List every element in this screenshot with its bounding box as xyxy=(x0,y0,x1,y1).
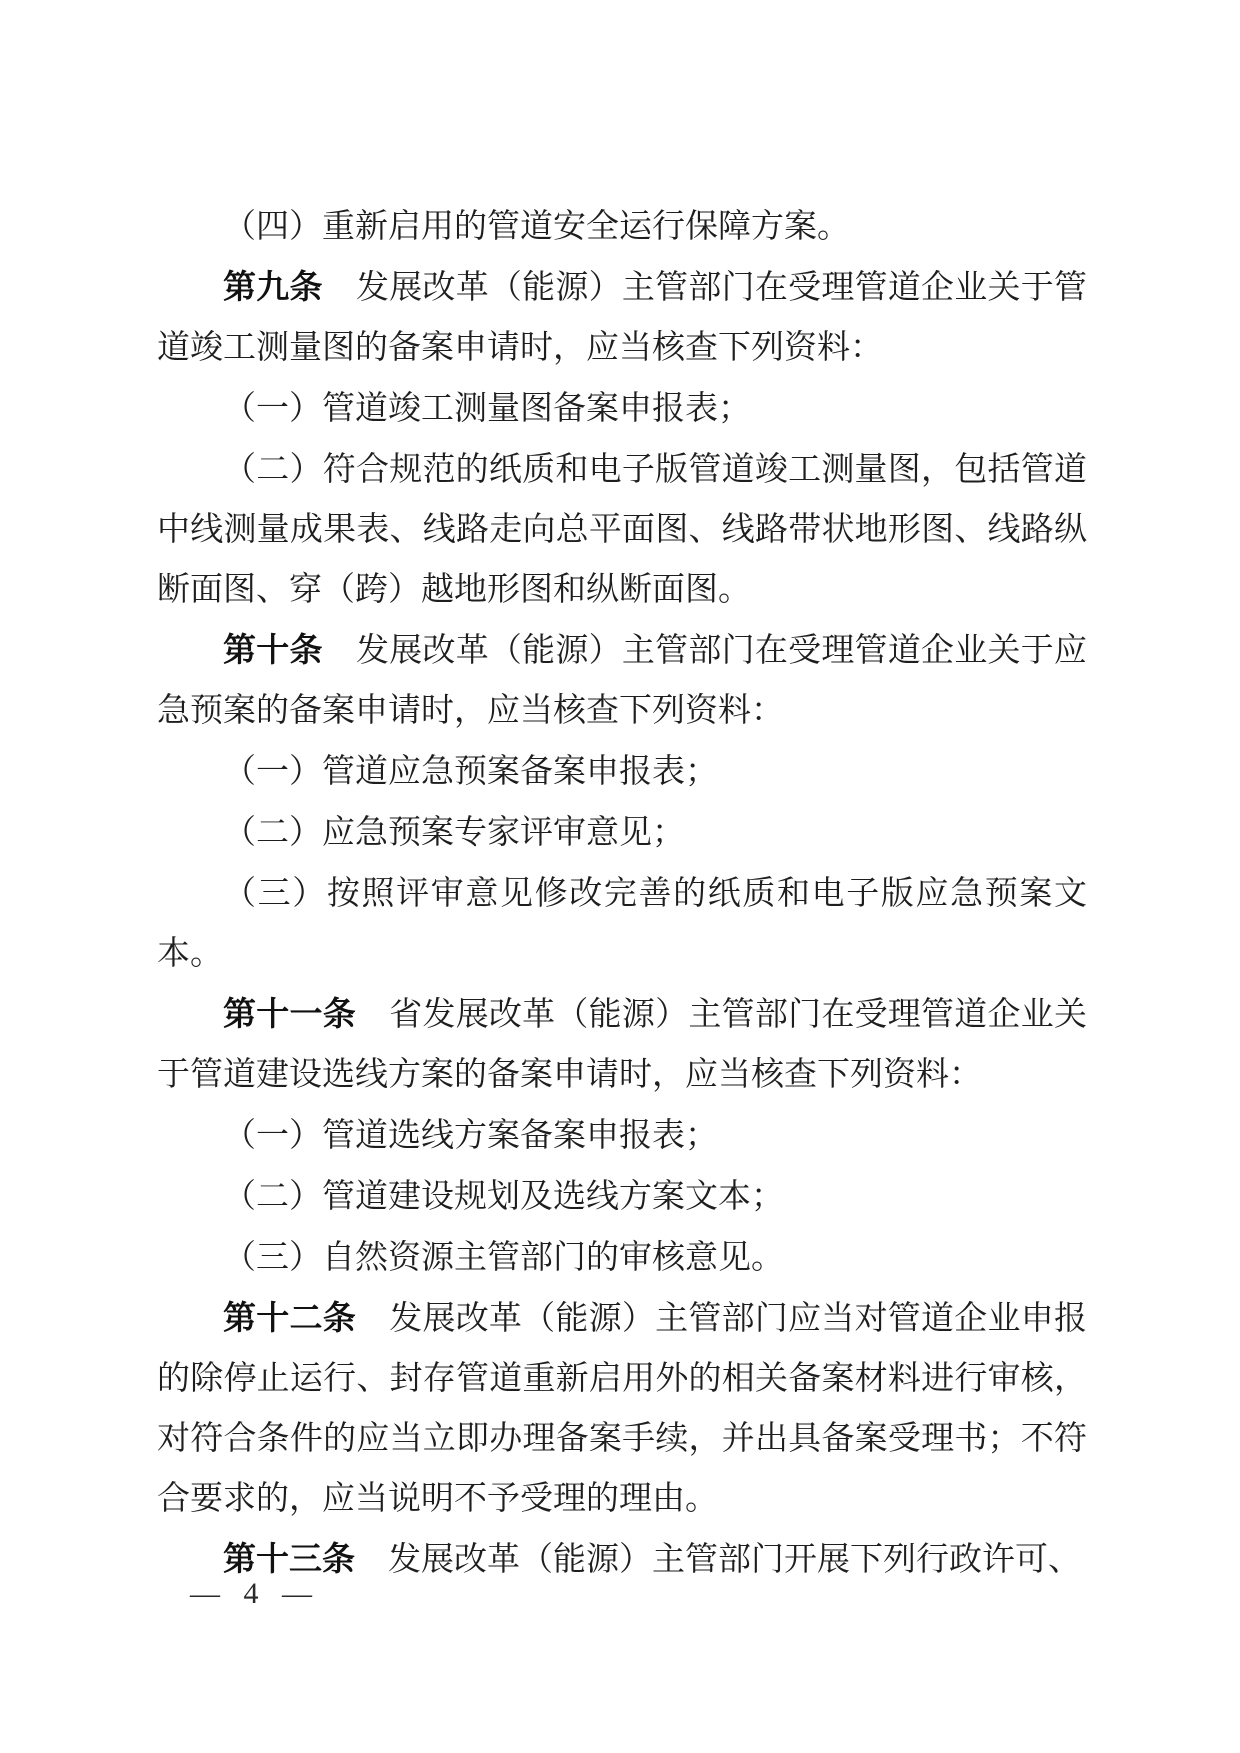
article-10 xyxy=(157,620,1087,741)
article-number: 第十条 xyxy=(223,631,323,668)
article-10-item-3 xyxy=(157,863,1087,984)
article-9 xyxy=(157,257,1087,378)
item-4-reuse-safety-plan xyxy=(157,196,1087,257)
page-body xyxy=(157,196,1087,1590)
paragraph-text: （三）按照评审意见修改完善的纸质和电子版应急预案文本。 xyxy=(157,876,1087,972)
article-12 xyxy=(157,1288,1087,1529)
paragraph-text: 发展改革（能源）主管部门应当对管道企业申报的除停止运行、封存管道重新启用外的相关备案材料进行审核，对符合条件的应当立即办理备案手续，并出具备案受理书；不符合要求的，应当说明不予受理的理由。 xyxy=(157,1301,1088,1517)
paragraph-text: （二）管道建设规划及选线方案文本； xyxy=(223,1179,784,1215)
paragraph-text: 发展改革（能源）主管部门在受理管道企业关于应急预案的备案申请时，应当核查下列资料： xyxy=(157,633,1088,729)
paragraph-text: （一）管道应急预案备案申报表； xyxy=(223,754,718,790)
article-number: 第十二条 xyxy=(223,1299,356,1336)
paragraph-text: 发展改革（能源）主管部门开展下列行政许可、 xyxy=(355,1542,1081,1578)
paragraph-text: （二）符合规范的纸质和电子版管道竣工测量图，包括管道中线测量成果表、线路走向总平面图、线路带状地形图、线路纵断面图、穿（跨）越地形图和纵断面图。 xyxy=(157,452,1087,608)
article-number: 第十一条 xyxy=(223,995,356,1032)
article-11-item-2 xyxy=(157,1166,1087,1227)
paragraph-text: （三）自然资源主管部门的审核意见。 xyxy=(223,1240,784,1276)
article-number: 第九条 xyxy=(223,268,323,305)
article-11-item-1 xyxy=(157,1105,1087,1166)
paragraph-text: 省发展改革（能源）主管部门在受理管道企业关于管道建设选线方案的备案申请时，应当核查下列资料： xyxy=(157,997,1088,1093)
article-number: 第十三条 xyxy=(223,1540,355,1577)
paragraph-text: 发展改革（能源）主管部门在受理管道企业关于管道竣工测量图的备案申请时，应当核查下列资料： xyxy=(157,270,1088,366)
paragraph-text: （一）管道选线方案备案申报表； xyxy=(223,1118,718,1154)
paragraph-text: （二）应急预案专家评审意见； xyxy=(223,815,685,851)
page-number: — 4 — xyxy=(190,1577,320,1610)
article-9-item-1 xyxy=(157,378,1087,439)
article-11 xyxy=(157,984,1087,1105)
article-9-item-2 xyxy=(157,439,1087,620)
article-10-item-2 xyxy=(157,802,1087,863)
article-10-item-1 xyxy=(157,741,1087,802)
paragraph-text: （一）管道竣工测量图备案申报表； xyxy=(223,391,751,427)
article-11-item-3 xyxy=(157,1227,1087,1288)
paragraph-text: （四）重新启用的管道安全运行保障方案。 xyxy=(223,209,850,245)
